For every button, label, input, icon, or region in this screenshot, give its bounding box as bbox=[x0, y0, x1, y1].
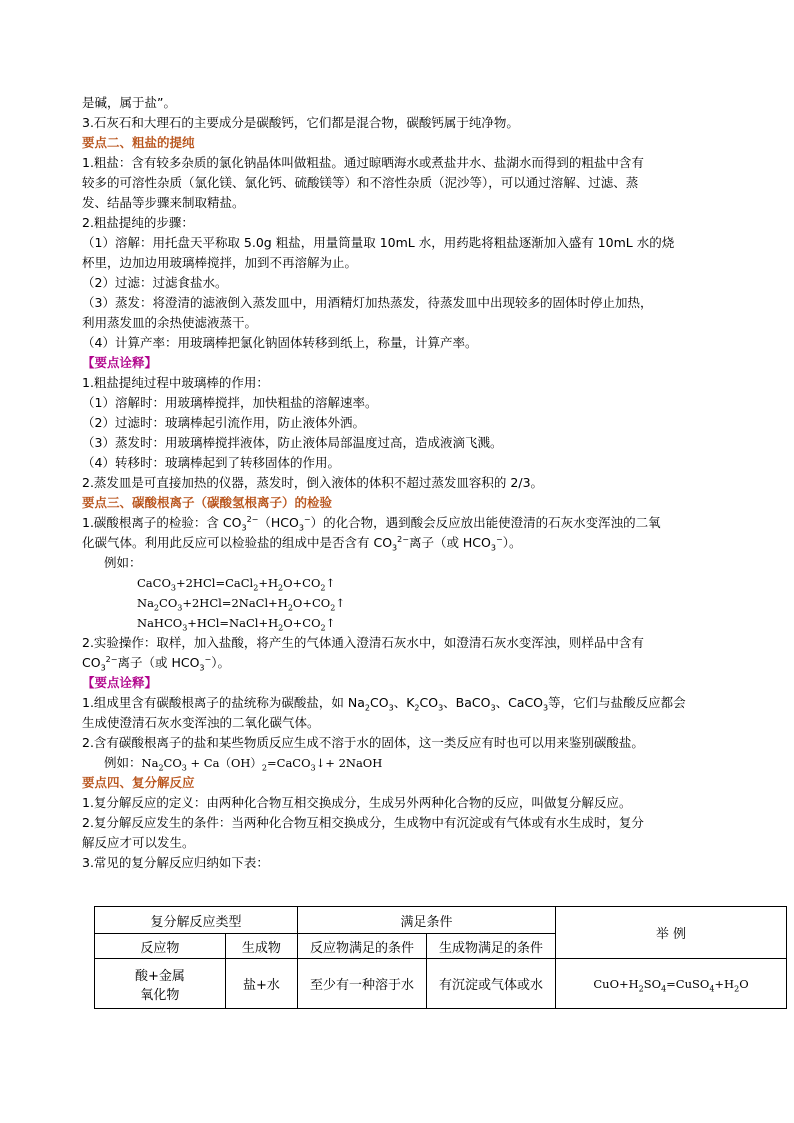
text-line: 1.粗盐：含有较多杂质的氯化钠晶体叫做粗盐。通过晾晒海水或煮盐井水、盐湖水而得到的粗盐中含有 bbox=[82, 155, 644, 170]
equation-caco3: $CaCO_3+2HCl=CaCl_2+H_2O+CO_2↑$ bbox=[137, 576, 336, 593]
text-line: （1）溶解时：用玻璃棒搅拌，加快粗盐的溶解速率。 bbox=[82, 395, 378, 410]
text-line: 2.实验操作：取样，加入盐酸，将产生的气体通入澄清石灰水中，如澄清石灰水变浑浊，则样品中含有 bbox=[82, 635, 644, 650]
table-col-product-cond: 生成物满足的条件 bbox=[427, 934, 556, 959]
text-line: 发、结晶等步骤来制取精盐。 bbox=[82, 195, 245, 210]
text-line: 较多的可溶性杂质（氯化镁、氯化钙、硫酸镁等）和不溶性杂质（泥沙等），可以通过溶解、过滤、蒸 bbox=[82, 175, 639, 190]
equation-na2co3: $Na_2CO_3+2HCl=2NaCl+H_2O+CO_2↑$ bbox=[137, 596, 345, 613]
text-line: 1.复分解反应的定义：由两种化合物互相交换成分，生成另外两种化合物的反应，叫做复分解反应。 bbox=[82, 795, 632, 810]
table-header-type: 复分解反应类型 bbox=[95, 907, 298, 934]
text-line: （4）转移时：玻璃棒起到了转移固体的作用。 bbox=[82, 455, 340, 470]
table-row bbox=[95, 959, 787, 1009]
text-line: 2.蒸发皿是可直接加热的仪器，蒸发时，倒入液体的体积不超过蒸发皿容积的 2/3。 bbox=[82, 475, 544, 490]
table-header-conditions: 满足条件 bbox=[298, 907, 556, 934]
table-header-example: 举 例 bbox=[556, 907, 787, 959]
equation-na2co3-caoh2: 例如：$Na_2CO_3$ + $Ca(OH)_2=CaCO_3↓+$ 2NaOH bbox=[104, 755, 383, 773]
text-line: （2）过滤：过滤食盐水。 bbox=[82, 275, 228, 290]
text-line: 2.复分解反应发生的条件：当两种化合物互相交换成分，生成物中有沉淀或有气体或有水生成时，复分 bbox=[82, 815, 644, 830]
note-heading: 【要点诠释】 bbox=[82, 355, 158, 370]
table-col-product: 生成物 bbox=[225, 934, 297, 959]
text-line: （1）溶解：用托盘天平称取 5.0g 粗盐，用量筒量取 10mL 水，用药匙将粗盐逐渐加入盛有 10mL 水的烧 bbox=[82, 235, 675, 250]
text-line: 利用蒸发皿的余热使滤液蒸干。 bbox=[82, 315, 258, 330]
text-line: 3.常见的复分解反应归纳如下表： bbox=[82, 855, 269, 870]
equation-nahco3: $NaHCO_3+HCl=NaCl+H_2O+CO_2↑$ bbox=[137, 616, 336, 633]
text-line: 生成使澄清石灰水变浑浊的二氧化碳气体。 bbox=[82, 715, 320, 730]
note-heading: 【要点诠释】 bbox=[82, 675, 158, 690]
section-heading-2: 要点二、粗盐的提纯 bbox=[82, 135, 195, 150]
text-line: $CO_3^{2-}$离子（或 $HCO_3^-$）。 bbox=[82, 654, 230, 673]
text-line: 是碱，属于盐”。 bbox=[82, 95, 176, 110]
table-cell: 有沉淀或气体或水 bbox=[427, 959, 556, 1009]
text-line: 杯里，边加边用玻璃棒搅拌，加到不再溶解为止。 bbox=[82, 255, 358, 270]
text-line-carbonate-test: 1.碳酸根离子的检验：含 $CO_3^{2-}(HCO_3^-)$的化合物，遇到酸会反应放出能使澄清的石灰水变浑浊的二氧 bbox=[82, 514, 661, 533]
text-line: （3）蒸发：将澄清的滤液倒入蒸发皿中，用酒精灯加热蒸发，待蒸发皿中出现较多的固体时停止加热， bbox=[82, 295, 653, 310]
example-label: 例如： bbox=[104, 555, 142, 570]
table-col-reactant-cond: 反应物满足的条件 bbox=[298, 934, 427, 959]
text-line: 3.石灰石和大理石的主要成分是碳酸钙，它们都是混合物，碳酸钙属于纯净物。 bbox=[82, 115, 519, 130]
double-decomposition-table bbox=[94, 906, 787, 1009]
table-cell: 至少有一种溶于水 bbox=[298, 959, 427, 1009]
table-cell: 酸+金属 氧化物 bbox=[95, 959, 226, 1009]
section-heading-3: 要点三、碳酸根离子（碳酸氢根离子）的检验 bbox=[82, 495, 333, 510]
text-line: （4）计算产率：用玻璃棒把氯化钠固体转移到纸上，称量，计算产率。 bbox=[82, 335, 478, 350]
text-line: 1.组成里含有碳酸根离子的盐统称为碳酸盐，如 $Na_2CO_3$、$K_2CO_3$、BaCO$_3$、CaCO$_3$等，它们与盐酸反应都会 bbox=[82, 695, 686, 713]
table-col-reactant: 反应物 bbox=[95, 934, 226, 959]
text-line: （3）蒸发时：用玻璃棒搅拌液体，防止液体局部温度过高，造成液滴飞溅。 bbox=[82, 435, 503, 450]
text-line: 2.含有碳酸根离子的盐和某些物质反应生成不溶于水的固体，这一类反应有时也可以用来鉴别碳酸盐。 bbox=[82, 735, 644, 750]
text-line: 1.粗盐提纯过程中玻璃棒的作用： bbox=[82, 375, 269, 390]
text-line: 2.粗盐提纯的步骤： bbox=[82, 215, 194, 230]
table-cell: 盐+水 bbox=[225, 959, 297, 1009]
section-heading-4: 要点四、复分解反应 bbox=[82, 775, 195, 790]
text-line: 解反应才可以发生。 bbox=[82, 835, 195, 850]
text-line: （2）过滤时：玻璃棒起引流作用，防止液体外洒。 bbox=[82, 415, 365, 430]
document-body bbox=[82, 93, 712, 873]
table-cell: $CuO+H_2SO_4=CuSO_4+H_2O$ bbox=[556, 959, 787, 1009]
text-line: 化碳气体。利用此反应可以检验盐的组成中是否含有 $CO_3^{2-}$离子（或 $HCO_3^-$）。 bbox=[82, 534, 522, 553]
